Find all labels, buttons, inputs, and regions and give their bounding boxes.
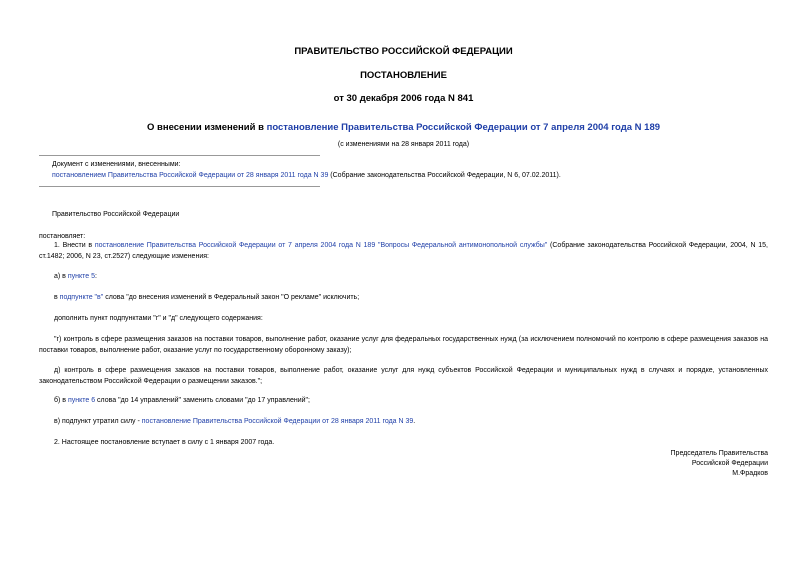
signature-name: М.Фрадков — [732, 470, 768, 477]
subitem-g: "г) контроль в сфере размещения заказов на поставки товаров, выполнение работ, оказание услуг для федеральных государственных нужд (за исключением полномочий по контролю в сфере размещения заказов на поставки товаров, выполнение работ, оказание услуг по государственному оборонному заказу); — [39, 336, 768, 354]
paragraph-2: 2. Настоящее постановление вступает в силу с 1 января 2007 года. — [54, 439, 275, 446]
addition-intro: дополнить пункт подпунктами "г" и "д" следующего содержания: — [54, 315, 263, 322]
amendments-caption: Документ с изменениями, внесенными: — [52, 161, 181, 168]
subitem-end: слова "до внесения изменений в Федеральный закон "О рекламе" исключить; — [103, 294, 360, 301]
document-type: ПОСТАНОВЛЕНИЕ — [360, 70, 447, 81]
subitem-v — [54, 293, 768, 304]
item-b-end: слова "до 14 управлений" заменить словами "до 17 управлений"; — [95, 397, 310, 404]
item-a — [54, 272, 97, 283]
amendment-link[interactable]: постановлением Правительства Российской Федерации от 28 января 2011 года N 39 — [52, 172, 329, 179]
subitem-d: д) контроль в сфере размещения заказов на поставки товаров, выполнение работ, оказание услуг для нужд субъектов Российской Федерации и муниципальных нужд в случаях и порядке, установленных законодательством Российской Федерации о размещении заказов."; — [39, 367, 768, 385]
item-b — [54, 396, 768, 407]
amendments-reference — [52, 171, 792, 181]
subitem-link[interactable]: подпункте "в" — [59, 294, 104, 301]
document-date-number: от 30 декабря 2006 года N 841 — [333, 93, 474, 104]
item-v — [54, 417, 768, 428]
item-v-start: в) подпункт утратил силу - — [54, 418, 142, 425]
item-a-start: а) в — [54, 273, 68, 280]
signature-position-2: Российской Федерации — [691, 460, 768, 467]
issuer: Правительство Российской Федерации — [52, 211, 180, 218]
decrees: постановляет: — [39, 233, 86, 240]
item-a-end: : — [95, 273, 97, 280]
item-a-link[interactable]: пункте 5 — [67, 273, 95, 280]
item-v-end: . — [413, 418, 416, 425]
item-b-link[interactable]: пункте 6 — [67, 397, 96, 404]
document-title — [0, 122, 807, 133]
title-link[interactable]: постановление Правительства Российской Федерации от 7 апреля 2004 года N 189 — [266, 122, 661, 133]
paragraph-1 — [39, 241, 768, 262]
p1-end: (Собрание законодательства Российской Федерации, 2004, N 15, ст.1482; 2006, N 23, ст.2527) следующие изменения: — [39, 242, 769, 260]
item-b-start: б) в — [54, 397, 68, 404]
amendment-source: (Собрание законодательства Российской Федерации, N 6, 07.02.2011). — [328, 172, 561, 179]
revision-note: (с изменениями на 28 января 2011 года) — [337, 141, 470, 148]
p1-start: 1. Внести в — [54, 242, 95, 249]
signature-position-1: Председатель Правительства — [670, 450, 768, 457]
item-v-link[interactable]: постановление Правительства Российской Федерации от 28 января 2011 года N 39 — [141, 418, 414, 425]
amendments-top-divider — [39, 155, 320, 156]
p1-link[interactable]: постановление Правительства Российской Федерации от 7 апреля 2004 года N 189 "Вопросы Федеральной антимонопольной службы" — [94, 242, 548, 249]
amendments-bottom-divider — [39, 186, 320, 187]
government-heading: ПРАВИТЕЛЬСТВО РОССИЙСКОЙ ФЕДЕРАЦИИ — [294, 46, 513, 57]
title-prefix: О внесении изменений в — [146, 122, 267, 133]
subitem-start: в — [54, 294, 60, 301]
